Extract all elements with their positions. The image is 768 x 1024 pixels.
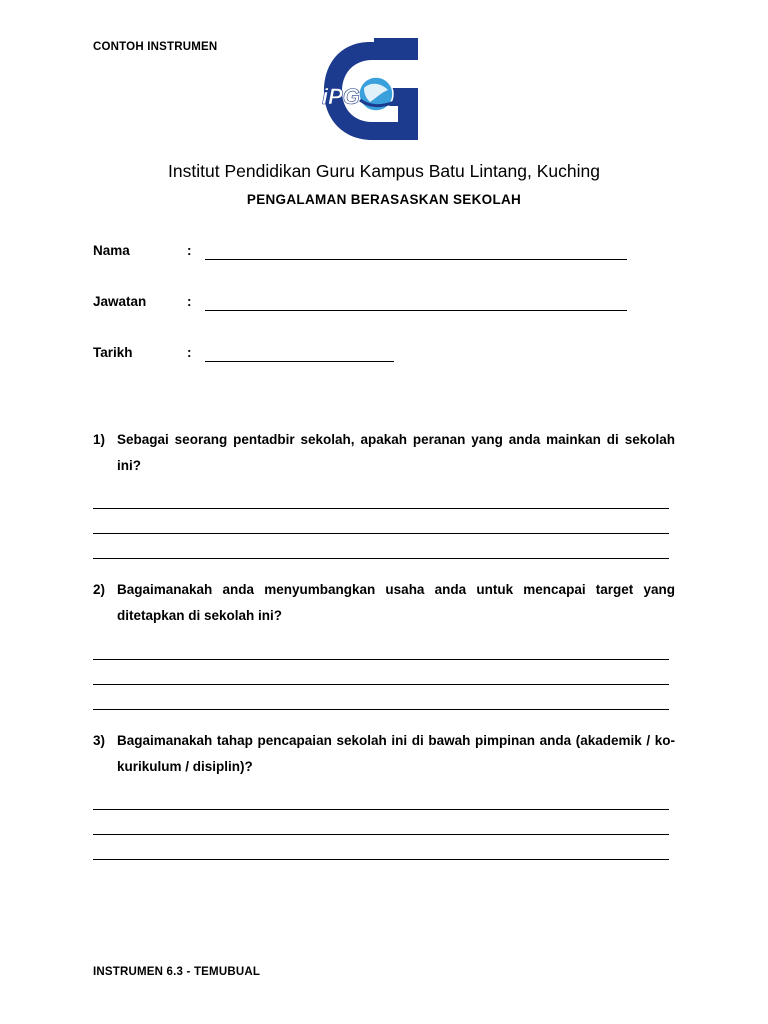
answer-line[interactable]: [93, 809, 669, 810]
answer-line[interactable]: [93, 508, 669, 509]
field-label: Jawatan: [93, 294, 147, 309]
tarikh-input-line[interactable]: [205, 361, 394, 362]
question-1: [93, 427, 675, 479]
answer-line[interactable]: [93, 684, 669, 685]
institution-title: Institut Pendidikan Guru Kampus Batu Lintang, Kuching: [168, 161, 600, 181]
answer-line[interactable]: [93, 659, 669, 660]
field-jawatan[interactable]: [93, 294, 653, 316]
answer-line[interactable]: [93, 709, 669, 710]
field-colon: :: [187, 294, 192, 309]
answer-line[interactable]: [93, 533, 669, 534]
jawatan-input-line[interactable]: [205, 310, 627, 311]
question-number: 3): [93, 733, 106, 748]
question-number: 2): [93, 582, 106, 597]
nama-input-line[interactable]: [205, 259, 627, 260]
question-text: Sebagai seorang pentadbir sekolah, apakah peranan yang anda mainkan di sekolah ini?: [117, 432, 675, 473]
field-nama[interactable]: [93, 243, 653, 265]
field-colon: :: [187, 243, 192, 258]
question-number: 1): [93, 432, 106, 447]
field-label: Nama: [93, 243, 130, 258]
document-subtitle: PENGALAMAN BERASASKAN SEKOLAH: [246, 192, 522, 207]
field-tarikh[interactable]: [93, 345, 653, 367]
answer-line[interactable]: [93, 558, 669, 559]
logo-text: iPG: [322, 84, 360, 109]
answer-line[interactable]: [93, 859, 669, 860]
answer-line[interactable]: [93, 834, 669, 835]
question-3: [93, 728, 675, 780]
header-tag: CONTOH INSTRUMEN: [93, 41, 218, 53]
question-text: Bagaimanakah tahap pencapaian sekolah ini di bawah pimpinan anda (akademik / ko-kurikulum / disiplin)?: [117, 733, 675, 774]
field-label: Tarikh: [93, 345, 133, 360]
question-2: [93, 577, 675, 629]
footer-tag: INSTRUMEN 6.3 - TEMUBUAL: [93, 966, 261, 978]
field-colon: :: [187, 345, 192, 360]
ipg-logo: [318, 36, 422, 146]
question-text: Bagaimanakah anda menyumbangkan usaha anda untuk mencapai target yang ditetapkan di sekolah ini?: [117, 582, 675, 623]
